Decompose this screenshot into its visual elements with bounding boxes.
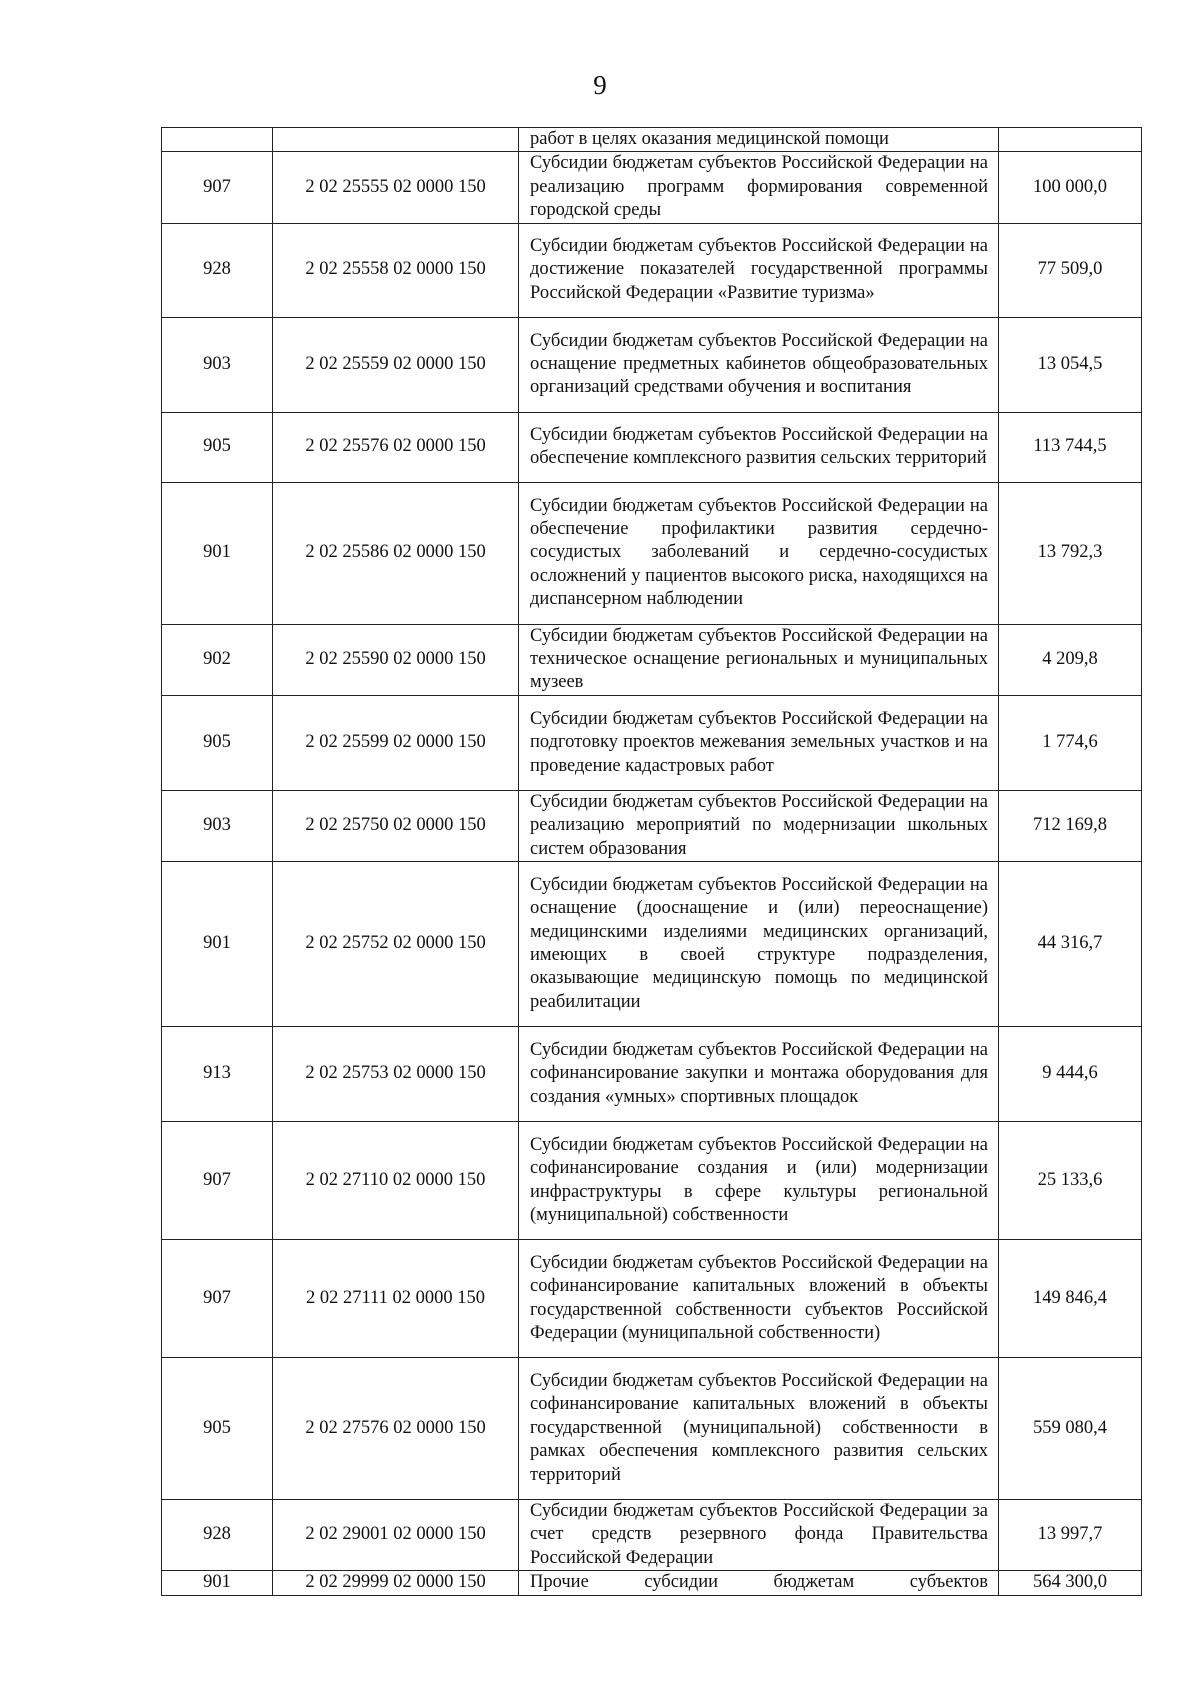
budget-classification-code-cell: 2 02 25576 02 0000 150 (273, 412, 519, 482)
table-row (162, 223, 1142, 317)
amount-cell: 564 300,0 (999, 1571, 1142, 1595)
table-row (162, 1027, 1142, 1122)
revenue-name-cell: Субсидии бюджетам субъектов Российской Федерации на софинансирование закупки и монтажа оборудования для создания «умных» спортивных площадок (519, 1027, 999, 1122)
amount-cell: 149 846,4 (999, 1240, 1142, 1358)
admin-code-cell: 905 (162, 412, 273, 482)
page-number: 9 (593, 70, 607, 100)
table-row (162, 1358, 1142, 1500)
revenue-name-cell: работ в целях оказания медицинской помощи (519, 128, 999, 152)
budget-classification-code-cell: 2 02 25750 02 0000 150 (273, 790, 519, 861)
budget-classification-code-cell: 2 02 27111 02 0000 150 (273, 1240, 519, 1358)
admin-code-cell: 903 (162, 317, 273, 412)
admin-code-cell: 928 (162, 223, 273, 317)
budget-classification-code-cell: 2 02 25559 02 0000 150 (273, 317, 519, 412)
table-row (162, 482, 1142, 624)
table-body (162, 128, 1142, 1596)
admin-code-cell: 903 (162, 790, 273, 861)
admin-code-cell: 901 (162, 1571, 273, 1595)
admin-code-cell: 901 (162, 482, 273, 624)
revenue-name-cell: Субсидии бюджетам субъектов Российской Федерации на реализацию программ формирования современной городской среды (519, 152, 999, 223)
revenue-name-cell: Субсидии бюджетам субъектов Российской Федерации на подготовку проектов межевания земельных участков и на проведение кадастровых работ (519, 695, 999, 790)
admin-code-cell: 907 (162, 152, 273, 223)
amount-cell: 100 000,0 (999, 152, 1142, 223)
admin-code-cell: 905 (162, 695, 273, 790)
budget-classification-code-cell: 2 02 27576 02 0000 150 (273, 1358, 519, 1500)
table-row (162, 695, 1142, 790)
table-row (162, 624, 1142, 695)
revenue-name-cell: Субсидии бюджетам субъектов Российской Федерации на софинансирование капитальных вложений в объекты государственной собственности субъектов Российской Федерации (муниципальной собственности) (519, 1240, 999, 1358)
amount-cell: 1 774,6 (999, 695, 1142, 790)
admin-code-cell: 907 (162, 1240, 273, 1358)
amount-cell: 13 792,3 (999, 482, 1142, 624)
amount-cell: 13 054,5 (999, 317, 1142, 412)
table-row (162, 1571, 1142, 1595)
budget-classification-code-cell: 2 02 27110 02 0000 150 (273, 1122, 519, 1240)
table-row (162, 412, 1142, 482)
amount-cell (999, 128, 1142, 152)
amount-cell: 9 444,6 (999, 1027, 1142, 1122)
amount-cell: 712 169,8 (999, 790, 1142, 861)
amount-cell: 25 133,6 (999, 1122, 1142, 1240)
revenue-name-cell: Субсидии бюджетам субъектов Российской Федерации на реализацию мероприятий по модернизации школьных систем образования (519, 790, 999, 861)
admin-code-cell: 905 (162, 1358, 273, 1500)
amount-cell: 559 080,4 (999, 1358, 1142, 1500)
budget-classification-code-cell: 2 02 25558 02 0000 150 (273, 223, 519, 317)
budget-revenue-table (161, 127, 1142, 1596)
budget-classification-code-cell: 2 02 29001 02 0000 150 (273, 1500, 519, 1571)
revenue-name-cell: Субсидии бюджетам субъектов Российской Федерации на оснащение предметных кабинетов общеобразовательных организаций средствами обучения и воспитания (519, 317, 999, 412)
table-row (162, 317, 1142, 412)
budget-classification-code-cell: 2 02 25599 02 0000 150 (273, 695, 519, 790)
amount-cell: 113 744,5 (999, 412, 1142, 482)
revenue-name-cell: Прочие субсидии бюджетам субъектов (519, 1571, 999, 1595)
amount-cell: 4 209,8 (999, 624, 1142, 695)
table-row (162, 1240, 1142, 1358)
revenue-name-cell: Субсидии бюджетам субъектов Российской Федерации на софинансирование создания и (или) модернизации инфраструктуры в сфере культуры региональной (муниципальной) собственности (519, 1122, 999, 1240)
budget-classification-code-cell: 2 02 25753 02 0000 150 (273, 1027, 519, 1122)
budget-classification-code-cell: 2 02 25590 02 0000 150 (273, 624, 519, 695)
admin-code-cell: 902 (162, 624, 273, 695)
budget-classification-code-cell: 2 02 25752 02 0000 150 (273, 862, 519, 1027)
table-row (162, 862, 1142, 1027)
amount-cell: 77 509,0 (999, 223, 1142, 317)
table-row (162, 790, 1142, 861)
admin-code-cell: 928 (162, 1500, 273, 1571)
revenue-name-cell: Субсидии бюджетам субъектов Российской Федерации на софинансирование капитальных вложений в объекты государственной (муниципальной) собственности в рамках обеспечения комплексного развития сельских территорий (519, 1358, 999, 1500)
budget-classification-code-cell: 2 02 29999 02 0000 150 (273, 1571, 519, 1595)
amount-cell: 13 997,7 (999, 1500, 1142, 1571)
table-row (162, 1122, 1142, 1240)
table-row (162, 128, 1142, 152)
revenue-name-cell: Субсидии бюджетам субъектов Российской Федерации на обеспечение профилактики развития сердечно-сосудистых заболеваний и сердечно-сосудистых осложнений у пациентов высокого риска, находящихся на диспансерном наблюдении (519, 482, 999, 624)
admin-code-cell: 907 (162, 1122, 273, 1240)
admin-code-cell: 913 (162, 1027, 273, 1122)
table-row (162, 152, 1142, 223)
table-row (162, 1500, 1142, 1571)
revenue-name-cell: Субсидии бюджетам субъектов Российской Федерации на техническое оснащение региональных и муниципальных музеев (519, 624, 999, 695)
revenue-name-cell: Субсидии бюджетам субъектов Российской Федерации на обеспечение комплексного развития сельских территорий (519, 412, 999, 482)
amount-cell: 44 316,7 (999, 862, 1142, 1027)
admin-code-cell: 901 (162, 862, 273, 1027)
budget-classification-code-cell (273, 128, 519, 152)
budget-classification-code-cell: 2 02 25555 02 0000 150 (273, 152, 519, 223)
admin-code-cell (162, 128, 273, 152)
revenue-name-cell: Субсидии бюджетам субъектов Российской Федерации на достижение показателей государственной программы Российской Федерации «Развитие туризма» (519, 223, 999, 317)
revenue-name-cell: Субсидии бюджетам субъектов Российской Федерации на оснащение (дооснащение и (или) переоснащение) медицинскими изделиями медицинских организаций, имеющих в своей структуре подразделения, оказывающие медицинскую помощь по медицинской реабилитации (519, 862, 999, 1027)
budget-classification-code-cell: 2 02 25586 02 0000 150 (273, 482, 519, 624)
revenue-name-cell: Субсидии бюджетам субъектов Российской Федерации за счет средств резервного фонда Правительства Российской Федерации (519, 1500, 999, 1571)
